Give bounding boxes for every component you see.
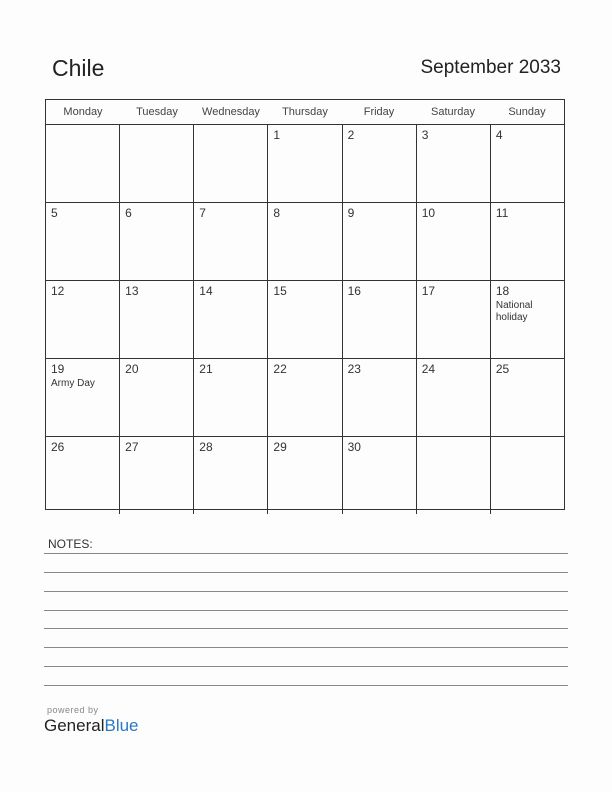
day-cell — [46, 359, 120, 436]
day-cell — [46, 203, 120, 280]
day-number: 15 — [273, 284, 287, 298]
day-cell — [194, 359, 268, 436]
day-cell — [194, 125, 268, 202]
day-cell — [417, 359, 491, 436]
day-number: 22 — [273, 362, 287, 376]
day-number: 27 — [125, 440, 139, 454]
brand-name-part2: Blue — [104, 716, 139, 735]
day-cell — [491, 281, 564, 358]
day-cell — [491, 125, 564, 202]
note-line — [44, 553, 568, 554]
holiday-label: Army Day — [51, 378, 95, 389]
note-line — [44, 666, 568, 667]
day-cell — [491, 203, 564, 280]
week-row — [46, 281, 564, 359]
weekday-friday: Friday — [363, 106, 395, 118]
day-number: 12 — [51, 284, 65, 298]
day-cell — [417, 125, 491, 202]
day-cell — [46, 437, 120, 514]
day-number: 23 — [347, 362, 361, 376]
day-cell — [120, 125, 194, 202]
month-year-title: September 2033 — [420, 57, 561, 78]
day-number: 28 — [199, 440, 213, 454]
weekday-monday: Monday — [63, 106, 103, 118]
day-number: 2 — [347, 128, 355, 142]
day-number: 26 — [51, 440, 65, 454]
day-cell — [46, 125, 120, 202]
day-cell — [343, 203, 417, 280]
weekday-saturday: Saturday — [430, 106, 476, 118]
week-row — [46, 359, 564, 437]
day-number: 21 — [199, 362, 213, 376]
note-line — [44, 647, 568, 648]
weekday-header — [46, 100, 564, 125]
note-line — [44, 572, 568, 573]
week-row — [46, 125, 564, 203]
country-title: Chile — [52, 55, 105, 81]
day-number: 19 — [51, 362, 65, 376]
day-number: 24 — [421, 362, 436, 376]
day-number: 9 — [347, 206, 355, 220]
brand-name-part1: General — [44, 716, 105, 735]
note-line — [44, 610, 568, 611]
calendar-grid — [45, 99, 565, 510]
day-number: 4 — [495, 128, 503, 142]
day-cell — [491, 437, 564, 514]
day-number: 30 — [347, 440, 361, 454]
day-number: 18 — [495, 284, 510, 298]
note-line — [44, 628, 568, 629]
day-number: 5 — [51, 206, 58, 220]
day-number: 13 — [125, 284, 139, 298]
day-number: 10 — [421, 206, 436, 220]
day-cell — [417, 203, 491, 280]
day-number: 3 — [421, 128, 429, 142]
day-cell — [120, 359, 194, 436]
day-cell — [268, 125, 342, 202]
powered-by-text: powered by — [47, 705, 99, 715]
week-row — [46, 203, 564, 281]
day-cell — [268, 359, 342, 436]
weekday-thursday: Thursday — [282, 106, 328, 118]
weekday-tuesday: Tuesday — [136, 106, 178, 118]
day-number: 1 — [273, 128, 281, 142]
day-number: 16 — [347, 284, 361, 298]
day-number: 17 — [421, 284, 436, 298]
day-cell — [120, 437, 194, 514]
day-cell — [194, 437, 268, 514]
day-cell — [491, 359, 564, 436]
day-number: 8 — [273, 206, 281, 220]
day-cell — [120, 203, 194, 280]
day-cell — [194, 203, 268, 280]
weekday-sunday: Sunday — [508, 106, 546, 118]
day-number: 20 — [125, 362, 139, 376]
week-row — [46, 437, 564, 514]
day-cell — [343, 125, 417, 202]
day-cell — [268, 203, 342, 280]
day-cell — [343, 437, 417, 514]
weekday-wednesday: Wednesday — [202, 106, 260, 118]
brand-logo — [44, 716, 139, 736]
day-cell — [417, 437, 491, 514]
day-cell — [343, 281, 417, 358]
day-cell — [120, 281, 194, 358]
notes-label: NOTES: — [48, 537, 93, 551]
note-line — [44, 591, 568, 592]
day-number: 14 — [199, 284, 213, 298]
day-cell — [268, 437, 342, 514]
day-cell — [46, 281, 120, 358]
day-number: 29 — [273, 440, 287, 454]
day-number: 6 — [125, 206, 132, 220]
day-number: 11 — [495, 206, 509, 220]
day-cell — [268, 281, 342, 358]
day-number: 25 — [495, 362, 510, 376]
note-line — [44, 685, 568, 686]
day-cell — [343, 359, 417, 436]
day-number: 7 — [199, 206, 206, 220]
day-cell — [194, 281, 268, 358]
holiday-label: National holiday — [495, 300, 533, 323]
day-cell — [417, 281, 491, 358]
